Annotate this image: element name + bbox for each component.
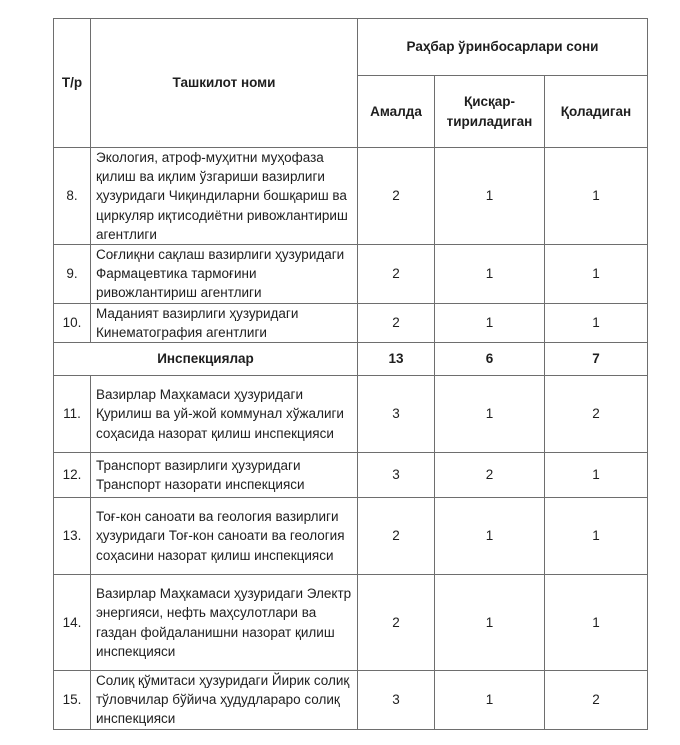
row-organization-name: Вазирлар Маҳкамаси ҳузуридаги Электр энергияси, нефть маҳсулотлари ва газдан фойдаланишни назорат қилиш инспекцияси [91,575,358,671]
header-row-group [54,19,648,76]
section-title: Инспекциялар [54,343,358,376]
row-reduced: 1 [435,671,545,730]
row-reduced: 1 [435,498,545,575]
table-row [54,376,648,453]
row-reduced: 1 [435,303,545,342]
table-row [54,671,648,730]
table-row [54,575,648,671]
row-reduced: 1 [435,245,545,304]
row-number: 13. [54,498,91,575]
row-actual: 3 [358,671,435,730]
section-actual-total: 13 [358,343,435,376]
row-organization-name: Тоғ-кон саноати ва геология вазирлиги ҳузуридаги Тоғ-кон саноати ва геология соҳасини назорат қилиш инспекцияси [91,498,358,575]
row-reduced: 2 [435,453,545,498]
row-number: 11. [54,376,91,453]
header-actual: Амалда [358,76,435,148]
row-number: 12. [54,453,91,498]
row-organization-name: Транспорт вазирлиги ҳузуридаги Транспорт назорати инспекцияси [91,453,358,498]
header-organization-name: Ташкилот номи [91,19,358,148]
row-number: 10. [54,303,91,342]
row-remaining: 1 [545,575,648,671]
row-remaining: 1 [545,148,648,245]
row-actual: 2 [358,245,435,304]
table-row [54,303,648,342]
row-number: 15. [54,671,91,730]
section-remaining-total: 7 [545,343,648,376]
row-remaining: 1 [545,498,648,575]
deputies-table [53,18,648,730]
row-actual: 2 [358,498,435,575]
row-actual: 2 [358,148,435,245]
row-organization-name: Экология, атроф-муҳитни муҳофаза қилиш ва иқлим ўзгариши вазирлиги ҳузуридаги Чиқиндиларни бошқариш ва циркуляр иқтисодиётни ривожлантириш агентлиги [91,148,358,245]
row-remaining: 1 [545,303,648,342]
header-remaining: Қоладиган [545,76,648,148]
table-row [54,453,648,498]
row-remaining: 2 [545,376,648,453]
row-remaining: 1 [545,245,648,304]
row-actual: 3 [358,376,435,453]
table-row [54,245,648,304]
row-actual: 3 [358,453,435,498]
row-number: 9. [54,245,91,304]
row-organization-name: Маданият вазирлиги ҳузуридаги Кинематография агентлиги [91,303,358,342]
row-reduced: 1 [435,148,545,245]
row-remaining: 2 [545,671,648,730]
header-reduced-line2: тириладиган [446,113,533,129]
row-organization-name: Вазирлар Маҳкамаси ҳузуридаги Қурилиш ва уй-жой коммунал хўжалиги соҳасида назорат қилиш инспекцияси [91,376,358,453]
table-row [54,148,648,245]
row-actual: 2 [358,575,435,671]
table-row [54,498,648,575]
header-group-title: Раҳбар ўринбосарлари сони [358,19,648,76]
header-number: Т/р [54,19,91,148]
section-row-inspections [54,343,648,376]
row-number: 14. [54,575,91,671]
header-reduced [435,76,545,148]
row-number: 8. [54,148,91,245]
row-remaining: 1 [545,453,648,498]
row-organization-name: Соғлиқни сақлаш вазирлиги ҳузуридаги Фармацевтика тармоғини ривожлантириш агентлиги [91,245,358,304]
row-organization-name: Солиқ қўмитаси ҳузуридаги Йирик солиқ тўловчилар бўйича ҳудудлараро солиқ инспекцияси [91,671,358,730]
row-actual: 2 [358,303,435,342]
header-reduced-line1: Қисқар- [463,94,516,110]
row-reduced: 1 [435,575,545,671]
row-reduced: 1 [435,376,545,453]
section-reduced-total: 6 [435,343,545,376]
